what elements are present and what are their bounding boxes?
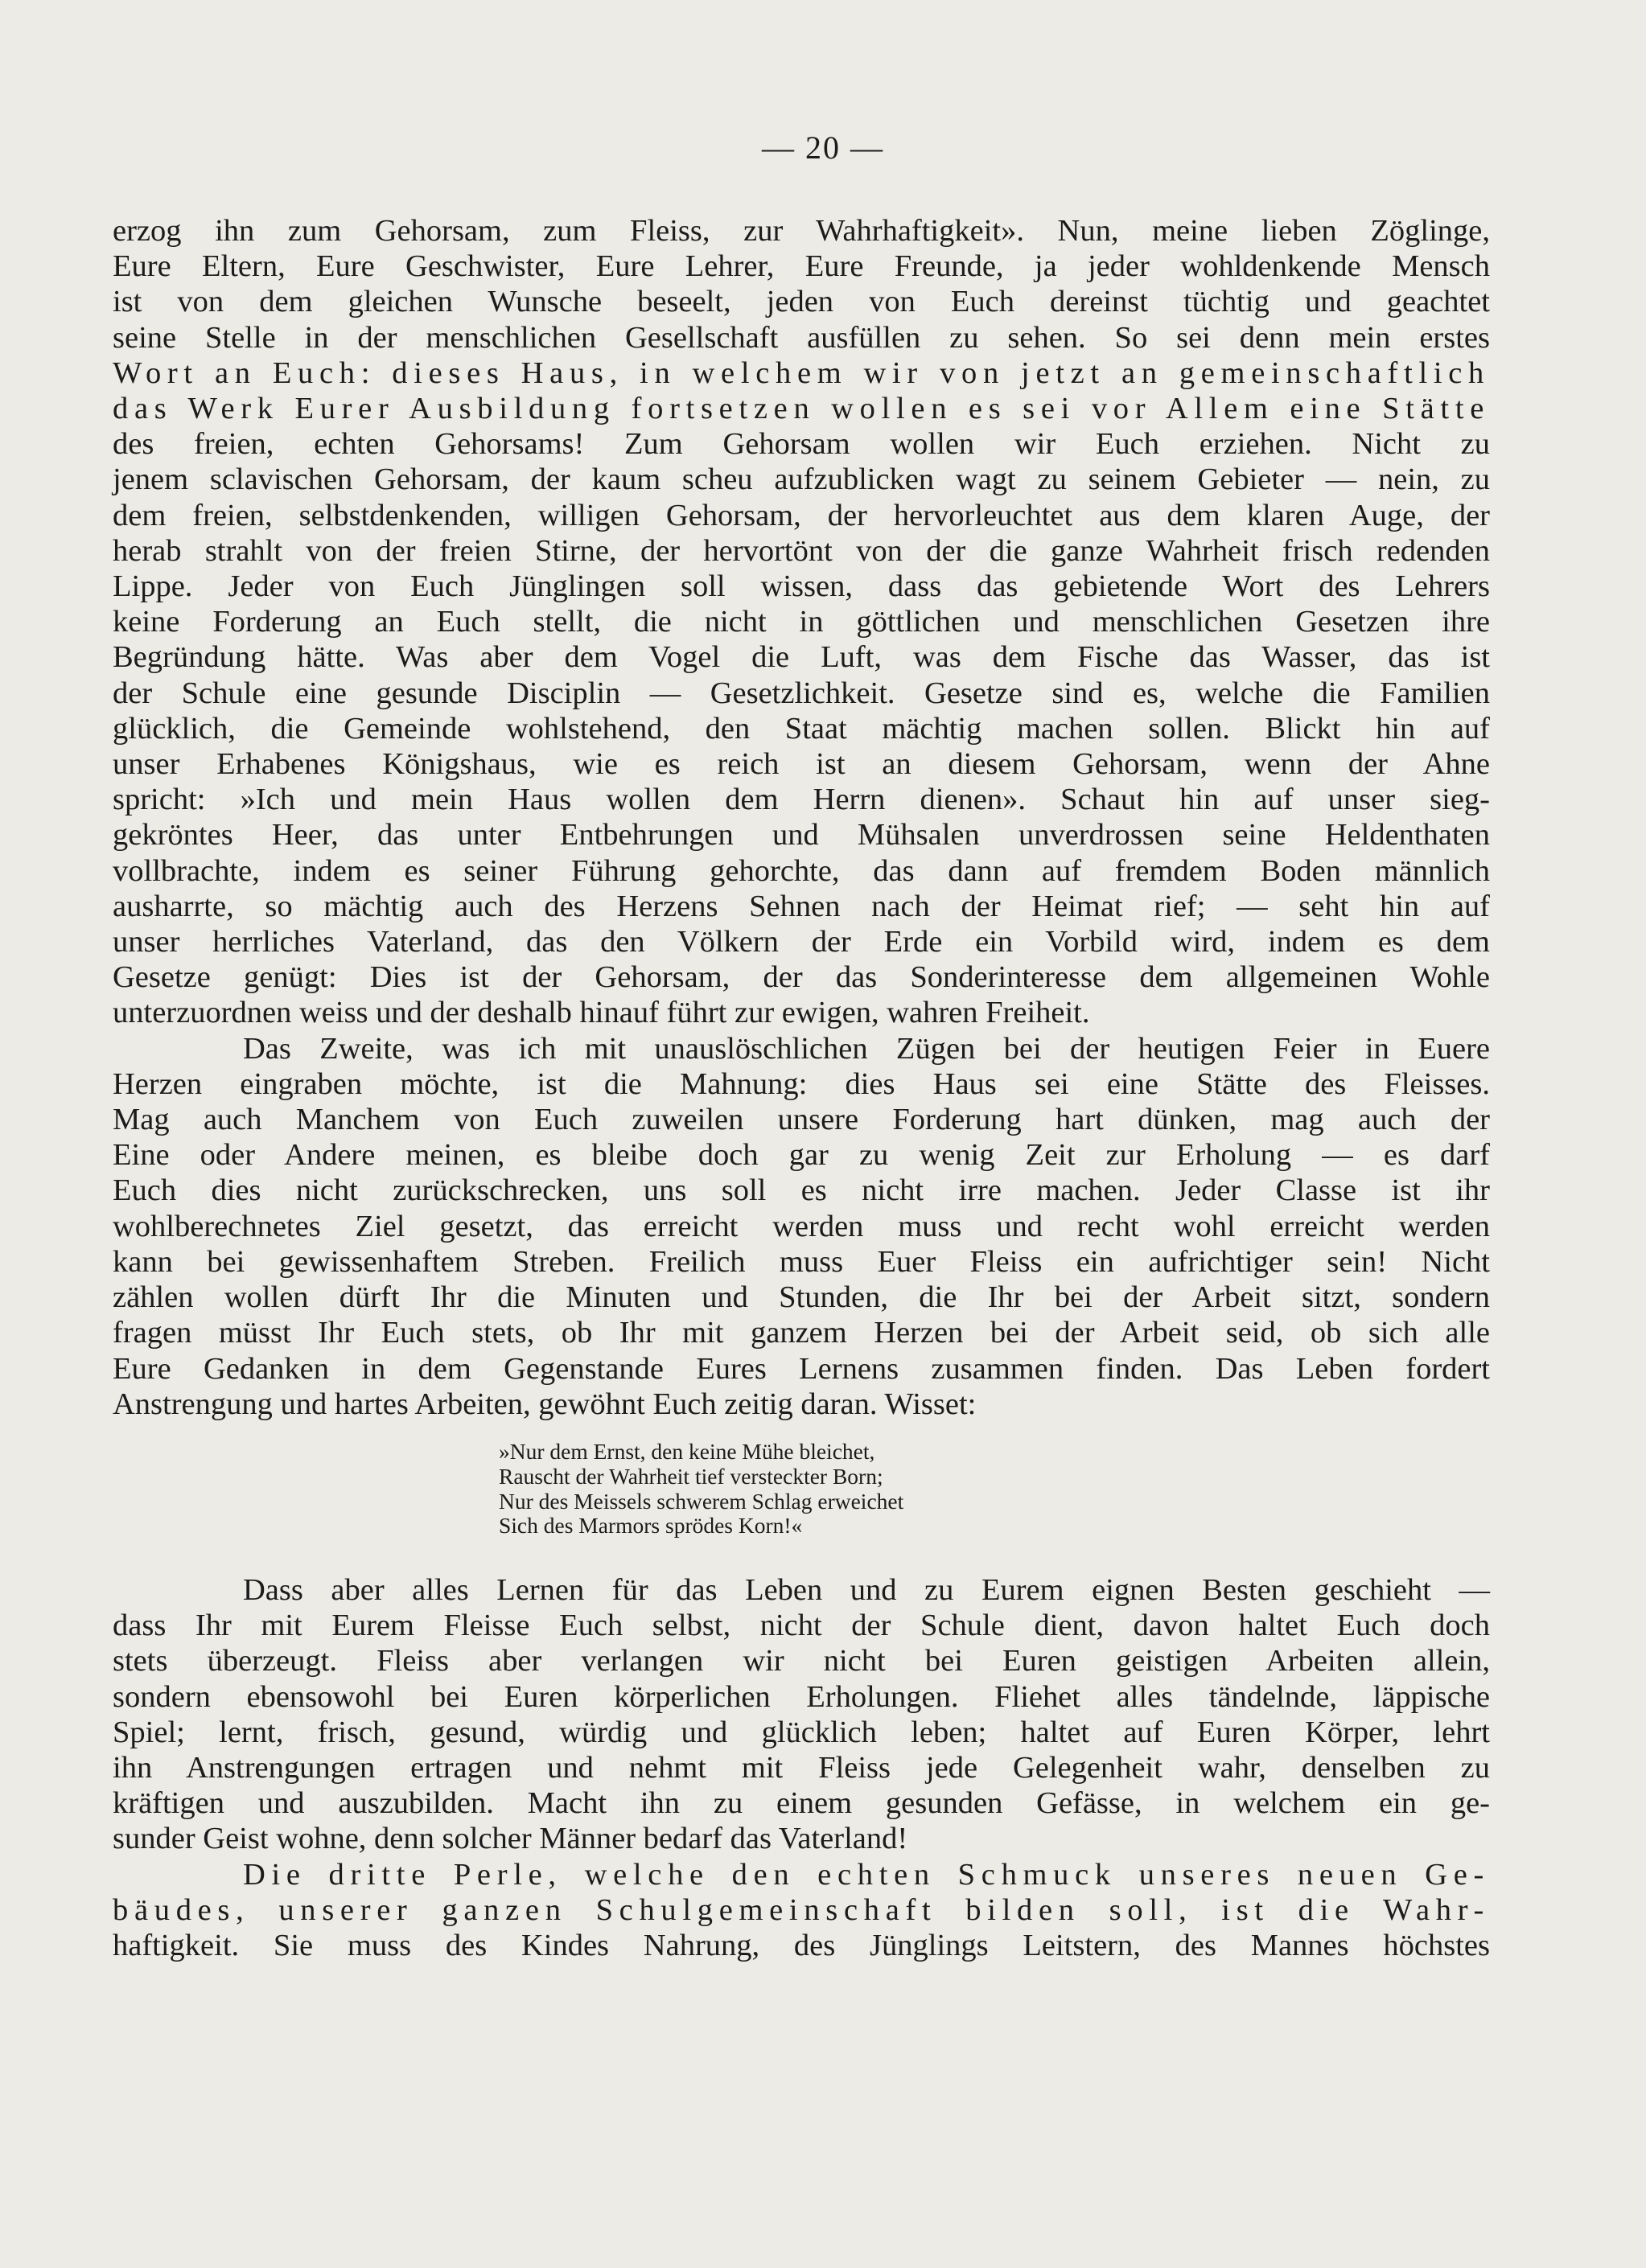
text-line: sunder Geist wohne, denn solcher Männer bedarf das Vaterland! [113,1822,908,1856]
text-line: Anstrengung und hartes Arbeiten, gewöhnt Euch zeitig daran. Wisset: [113,1387,977,1421]
text-line: unterzuordnen weiss und der deshalb hinauf führt zur ewigen, wahren Freiheit. [113,996,1090,1030]
text-line: gekröntes Heer, das unter Entbehrungen und Mühsalen unverdrossen seine Heldenthaten [113,818,1490,853]
text-line: ihn Anstrengungen ertragen und nehmt mit Fleiss jede Gelegenheit wahr, denselben zu [113,1751,1490,1785]
text-line: unser Erhabenes Königshaus, wie es reich ist an diesem Gehorsam, wenn der Ahne [113,747,1490,782]
paragraph-truthfulness [113,1857,1490,1964]
text-line: herab strahlt von der freien Stirne, der hervortönt von der die ganze Wahrheit frisch redenden [113,533,1490,568]
text-line: fragen müsst Ihr Euch stets, ob Ihr mit ganzem Herzen bei der Arbeit seid, ob sich alle [113,1316,1490,1350]
poem-quote [499,1440,903,1539]
paragraph-obedience [113,213,1490,1031]
text-line: erzog ihn zum Gehorsam, zum Fleiss, zur Wahrhaftigkeit». Nun, meine lieben Zöglinge, [113,214,1490,248]
text-line: Gesetze genügt: Dies ist der Gehorsam, der das Sonderinteresse dem allgemeinen Wohle [113,960,1490,995]
text-line: der Schule eine gesunde Disciplin — Gesetzlichkeit. Gesetze sind es, welche die Familien [113,676,1490,710]
text-line: kann bei gewissenhaftem Streben. Freilich muss Euer Fleiss ein aufrichtiger sein! Nicht [113,1244,1490,1279]
text-line: zählen wollen dürft Ihr die Minuten und Stunden, die Ihr bei der Arbeit sitzt, sondern [113,1280,1490,1315]
text-line: dem freien, selbstdenkenden, willigen Gehorsam, der hervorleuchtet aus dem klaren Auge, der [113,498,1490,532]
text-line: bäudes, unserer ganzen Schulgemeinschaft bilden soll, ist die Wahr- [113,1892,1490,1927]
page-number: — 20 — [762,129,884,166]
text-line: stets überzeugt. Fleiss aber verlangen wir nicht bei Euren geistigen Arbeiten allein, [113,1644,1490,1678]
text-line: ist von dem gleichen Wunsche beseelt, jeden von Euch dereinst tüchtig und geachtet [113,285,1490,319]
text-line: wohlberechnetes Ziel gesetzt, das erreicht werden muss und recht wohl erreicht werden [113,1209,1490,1243]
text-line: seine Stelle in der menschlichen Gesellschaft ausfüllen zu sehen. So sei denn mein erstes [113,320,1490,355]
text-line: Wort an Euch: dieses Haus, in welchem wir von jetzt an gemeinschaftlich [113,355,1490,390]
text-line: Lippe. Jeder von Euch Jünglingen soll wissen, dass das gebietende Wort des Lehrers [113,569,1490,604]
text-line: haftigkeit. Sie muss des Kindes Nahrung, des Jünglings Leitstern, des Mannes höchstes [113,1929,1490,1963]
text-line: Die dritte Perle, welche den echten Schmuck unseres neuen Ge- [243,1857,1490,1892]
text-line: ausharrte, so mächtig auch des Herzens Sehnen nach der Heimat rief; — seht hin auf [113,889,1490,923]
text-line: kräftigen und auszubilden. Macht ihn zu einem gesunden Gefässe, in welchem ein ge- [113,1786,1490,1821]
text-line: Begründung hätte. Was aber dem Vogel die Luft, was dem Fische das Wasser, das ist [113,640,1490,675]
text-line: des freien, echten Gehorsams! Zum Gehorsam wollen wir Euch erziehen. Nicht zu [113,427,1490,462]
paragraph-diligence [113,1031,1490,1422]
text-line: Eure Eltern, Eure Geschwister, Eure Lehrer, Eure Freunde, ja jeder wohldenkende Mensch [113,249,1490,284]
text-line: Dass aber alles Lernen für das Leben und zu Eurem eignen Besten geschieht — [243,1573,1490,1607]
text-line: unser herrliches Vaterland, das den Völkern der Erde ein Vorbild wird, indem es dem [113,925,1490,959]
text-line: das Werk Eurer Ausbildung fortsetzen wollen es sei vor Allem eine Stätte [113,392,1490,426]
poem-line: Rauscht der Wahrheit tief versteckter Born; [499,1463,883,1489]
text-line: glücklich, die Gemeinde wohlstehend, den Staat mächtig machen sollen. Blickt hin auf [113,711,1490,746]
text-line: spricht: »Ich und mein Haus wollen dem Herrn dienen». Schaut hin auf unser sieg- [113,783,1490,817]
text-line: Eure Gedanken in dem Gegenstande Eures Lernens zusammen finden. Das Leben fordert [113,1351,1490,1386]
poem-line: Nur des Meissels schwerem Schlag erweichet [499,1488,904,1514]
poem-line: Sich des Marmors sprödes Korn!« [499,1513,803,1539]
body-text-upper [113,213,1490,1422]
text-line: Mag auch Manchem von Euch zuweilen unsere Forderung hart dünken, mag auch der [113,1103,1490,1137]
text-line: keine Forderung an Euch stellt, die nicht in göttlichen und menschlichen Gesetzen ihre [113,605,1490,639]
text-line: Spiel; lernt, frisch, gesund, würdig und glücklich leben; haltet auf Euren Körper, lehrt [113,1715,1490,1749]
text-line: sondern ebensowohl bei Euren körperlichen Erholungen. Fliehet alles tändelnde, läppische [113,1679,1490,1714]
text-line: vollbrachte, indem es seiner Führung gehorchte, das dann auf fremdem Boden männlich [113,853,1490,888]
paragraph-learning [113,1572,1490,1857]
text-line: Das Zweite, was ich mit unauslöschlichen Zügen bei der heutigen Feier in Euere [243,1031,1490,1066]
text-line: Eine oder Andere meinen, es bleibe doch gar zu wenig Zeit zur Erholung — es darf [113,1138,1490,1173]
text-line: Euch dies nicht zurückschrecken, uns soll es nicht irre machen. Jeder Classe ist ihr [113,1173,1490,1208]
text-line: Herzen eingraben möchte, ist die Mahnung: dies Haus sei eine Stätte des Fleisses. [113,1066,1490,1101]
text-line: dass Ihr mit Eurem Fleisse Euch selbst, nicht der Schule dient, davon haltet Euch doch [113,1609,1490,1643]
text-line: jenem sclavischen Gehorsam, der kaum scheu aufzublicken wagt zu seinem Gebieter — nein, zu [113,462,1490,497]
body-text-lower [113,1572,1490,1963]
poem-line: »Nur dem Ernst, den keine Mühe bleichet, [499,1439,875,1464]
